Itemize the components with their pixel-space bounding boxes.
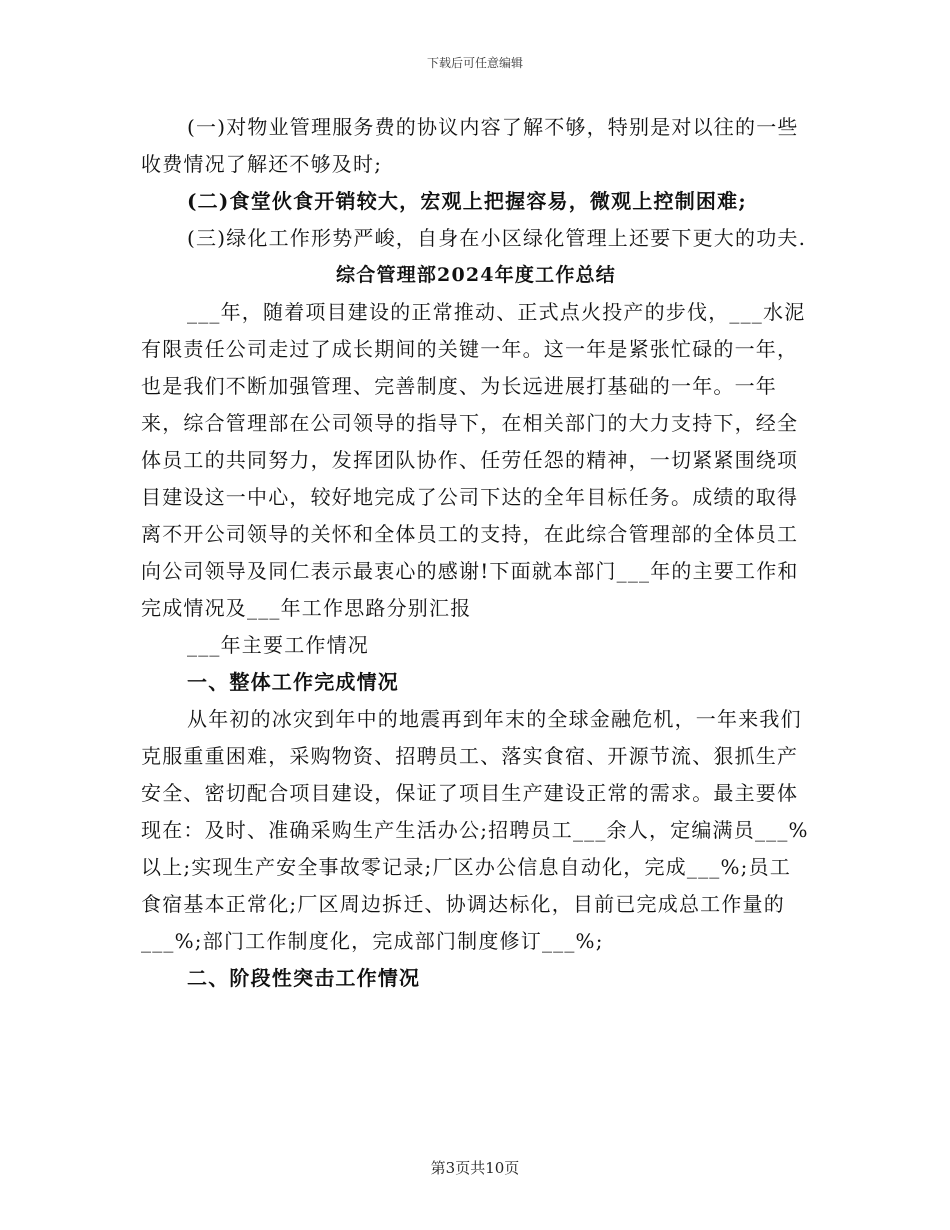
paragraph-2: (二)食堂伙食开销较大，宏观上把握容易，微观上控制困难; [187, 189, 747, 213]
paragraph-5: ___年主要工作情况 [187, 633, 369, 657]
page-header: 下载后可任意编辑 [426, 56, 523, 70]
paragraph-6: 从年初的冰灾到年中的地震再到年末的全球金融危机，一年来我们克服重重困难，采购物资、招聘员工、落实食宿、开源节流、狠抓生产安全、密切配合项目建设，保证了项目生产建设正常的需求。最主要体现在：及时、准确采购生产生活办公;招聘员工___余人，定编满员___%以上;实现生产安全事故零记录;厂区办公信息自动化，完成___%;员工食宿基本正常化;厂区周边拆迁、协调达标化，目前已完成总工作量的___%;部门工作制度化，完成部门制度修订___%; [141, 707, 809, 953]
page-footer: 第3页共10页 [430, 1159, 520, 1177]
paragraph-1: (一)对物业管理服务费的协议内容了解不够，特别是对以往的一些收费情况了解还不够及时; [141, 115, 799, 176]
section-heading-1: 一、整体工作完成情况 [187, 670, 399, 694]
document-body [141, 109, 811, 997]
paragraph-3: (三)绿化工作形势严峻，自身在小区绿化管理上还要下更大的功夫. [187, 226, 807, 250]
paragraph-4: ___年，随着项目建设的正常推动、正式点火投产的步伐，___水泥有限责任公司走过了成长期间的关键一年。这一年是紧张忙碌的一年，也是我们不断加强管理、完善制度、为长远进展打基础的一年。一年来，综合管理部在公司领导的指导下，在相关部门的大力支持下，经全体员工的共同努力，发挥团队协作、任劳任怨的精神，一切紧紧围绕项目建设这一中心，较好地完成了公司下达的全年目标任务。成绩的取得离不开公司领导的关怀和全体员工的支持，在此综合管理部的全体员工向公司领导及同仁表示最衷心的感谢!下面就本部门___年的主要工作和完成情况及___年工作思路分别汇报 [141, 300, 806, 620]
section-heading-2: 二、阶段性突击工作情况 [187, 966, 421, 990]
document-title: 综合管理部2024年度工作总结 [336, 264, 616, 286]
